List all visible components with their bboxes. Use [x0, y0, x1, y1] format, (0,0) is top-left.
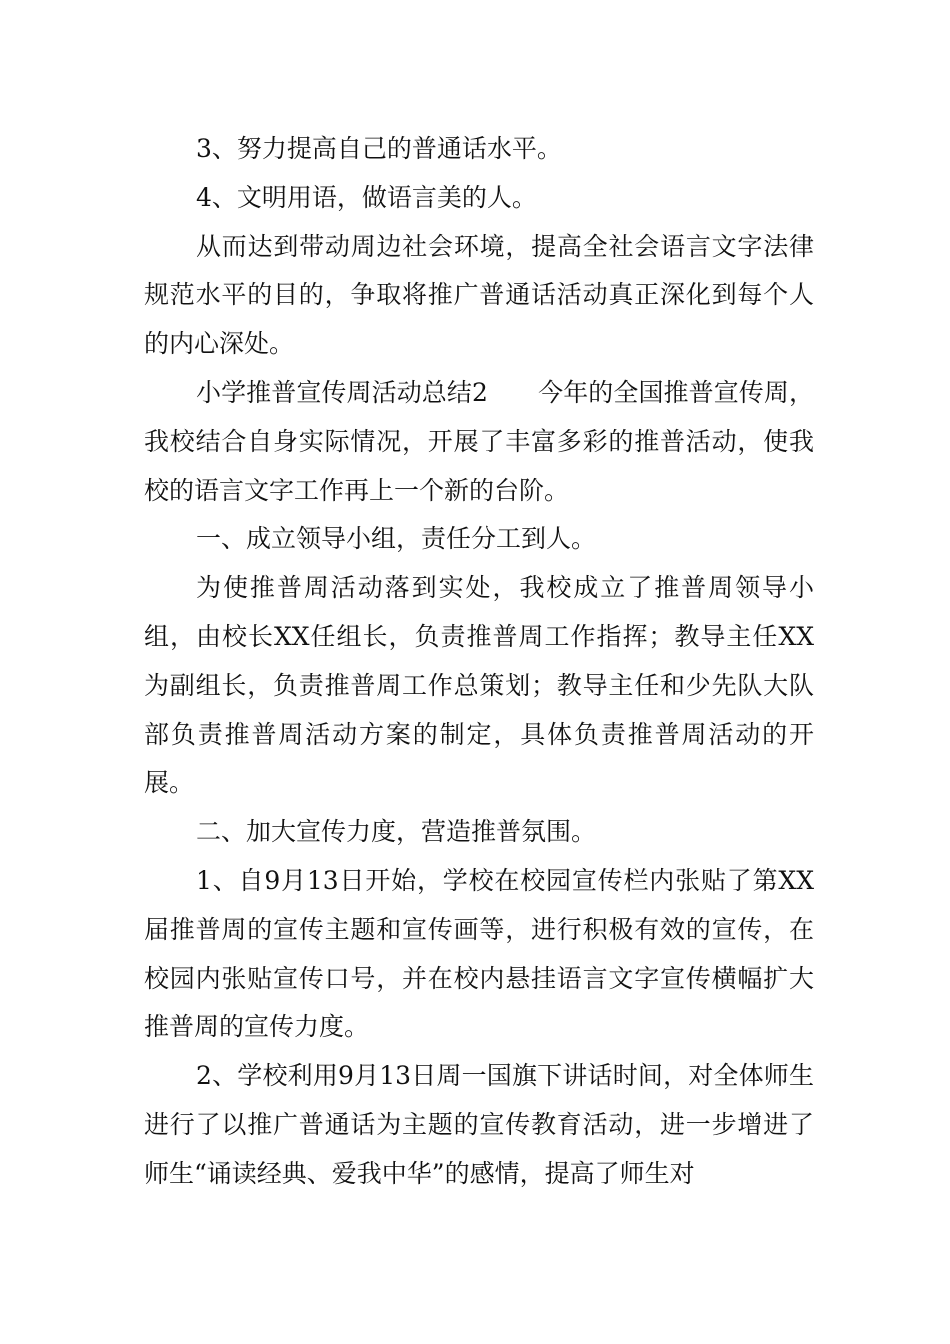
paragraph: 1、自9月13日开始，学校在校园宣传栏内张贴了第XX届推普周的宣传主题和宣传画等，进行积极有效的宣传，在校园内张贴宣传口号，并在校内悬挂语言文字宣传横幅扩大推普周的宣传力度。 — [144, 865, 814, 1042]
paragraph: 为使推普周活动落到实处，我校成立了推普周领导小组，由校长XX任组长，负责推普周工作指挥；教导主任XX为副组长，负责推普周工作总策划；教导主任和少先队大队部负责推普周活动方案的制定，具体负责推普周活动的开展。 — [144, 573, 814, 798]
paragraph: 小学推普宣传周活动总结2 今年的全国推普宣传周，我校结合自身实际情况，开展了丰富多彩的推普活动，使我校的语言文字工作再上一个新的台阶。 — [144, 377, 814, 505]
section-heading: 一、成立领导小组，责任分工到人。 — [196, 524, 597, 554]
paragraph: 3、努力提高自己的普通话水平。 — [196, 134, 562, 163]
paragraph: 从而达到带动周边社会环境，提高全社会语言文字法律规范水平的目的，争取将推广普通话活动真正深化到每个人的内心深处。 — [144, 231, 814, 359]
paragraph: 4、文明用语，做语言美的人。 — [196, 182, 537, 212]
paragraph: 2、学校利用9月13日周一国旗下讲话时间，对全体师生进行了以推广普通话为主题的宣传教育活动，进一步增进了师生“诵读经典、爱我中华”的感情，提高了师生对 — [144, 1061, 814, 1188]
section-heading: 二、加大宣传力度，营造推普氛围。 — [196, 817, 597, 847]
document-body — [144, 125, 814, 1199]
